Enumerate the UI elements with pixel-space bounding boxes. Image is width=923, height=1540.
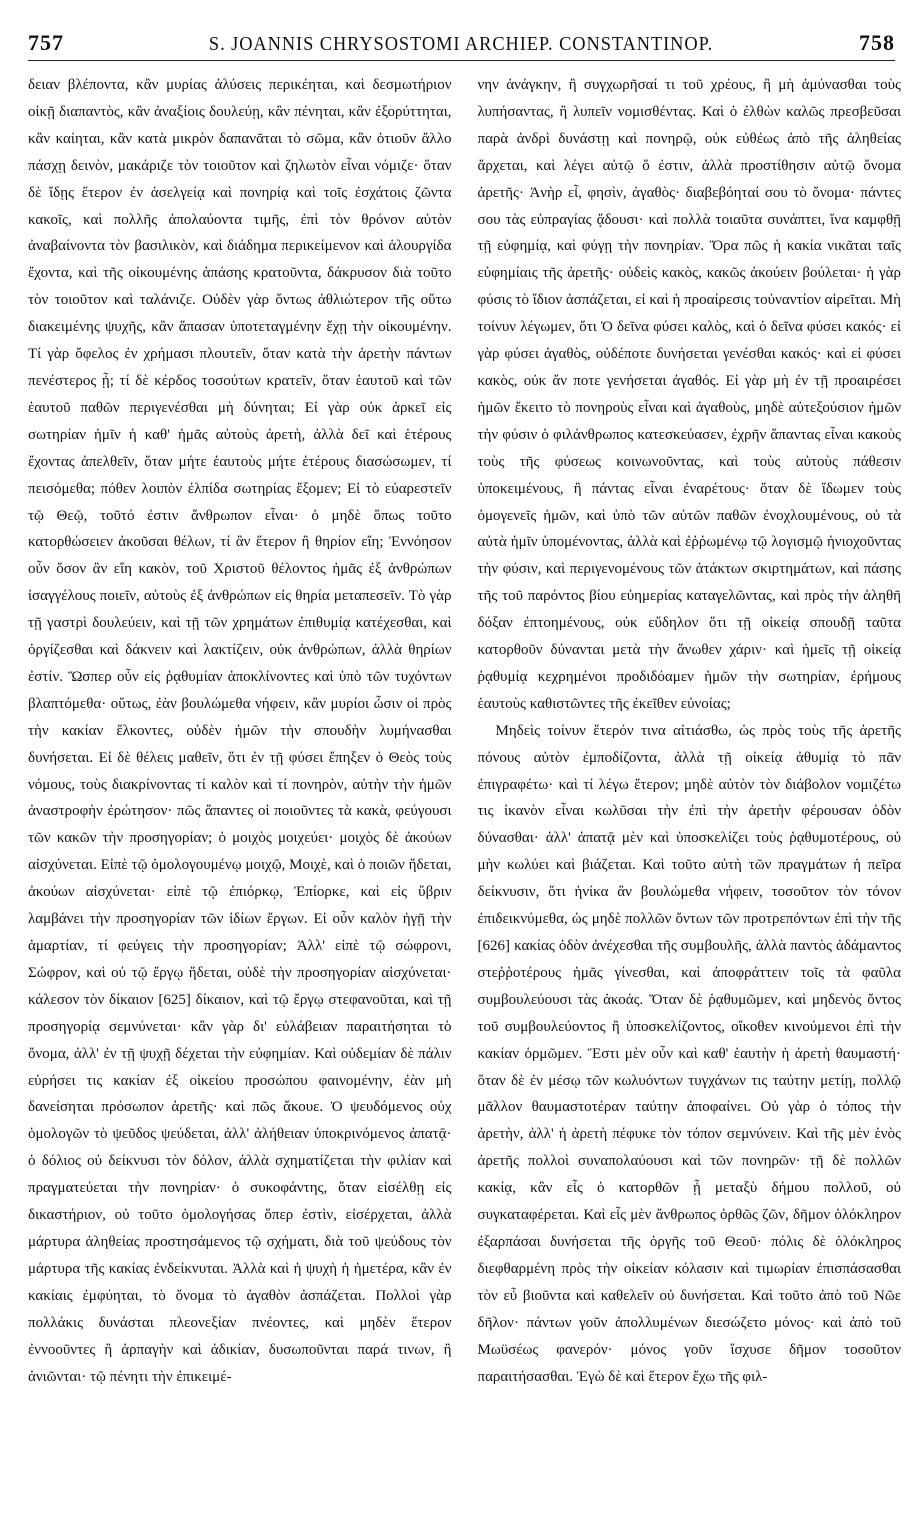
running-title: S. JOANNIS CHRYSOSTOMI ARCHIEP. CONSTANTINOP. bbox=[209, 33, 714, 55]
paragraph: Μηδεὶς τοίνυν ἕτερόν τινα αἰτιάσθω, ὡς πρὸς τοὺς τῆς ἀρετῆς πόνους αὐτὸν ἐμποδίζοντα, ἀλλὰ τῇ οἰκείᾳ ἀθυμίᾳ τὸ πᾶν ἐπιγραφέτω· καὶ τί λέγω ἕτερον; μηδὲ αὐτὸν τὸν διάβολον νομιζέτω τις ἱκανὸν εἶναι κωλῦσαι τὴν ἐπὶ τὴν ἀρετὴν φέρουσαν ὁδὸν δύνασθαι· ἀλλ' ἀπατᾷ μὲν καὶ ὑποσκελίζει τοὺς ῥᾳθυμοτέρους, οὐ μὴν κωλύει καὶ βιάζεται. Καὶ τοῦτο αὐτὴ τῶν πραγμάτων ἡ πεῖρα δείκνυσιν, ὅτι ἡνίκα ἂν βουλώμεθα νήφειν, τοσοῦτον τὸν τόνον ἐπιδεικνύμεθα, ὡς μηδὲ πολλῶν ὄντων τῶν προτρεπόντων ἐπὶ τὴν τῆς [626] κακίας ὁδὸν ἀνέχεσθαι τῆς συμβουλῆς, ἀλλὰ παντὸς ἀδάμαντος στεῤῥοτέρους ἡμᾶς γίνεσθαι, καὶ ἀποφράττειν τοῖς τὰ φαῦλα συμβουλεύουσι τὰς ἀκοάς. Ὅταν δὲ ῥᾳθυμῶμεν, καὶ μηδενὸς ὄντος τοῦ συμβουλεύοντος ἢ ὑποσκελίζοντος, οἴκοθεν κινούμενοι ἐπὶ τὴν κακίαν ὁρμῶμεν. Ἔστι μὲν οὖν καὶ καθ' ἑαυτὴν ἡ ἀρετὴ θαυμαστή· ὅταν δὲ ἐν μέσῳ τῶν κωλυόντων τυγχάνων τις ταύτην μετίῃ, πολλῷ μᾶλλον θαυμαστοτέραν ταύτην ἀποφαίνει. Οὐ γὰρ ὁ τόπος τὴν ἀρετὴν, ἀλλ' ἡ ἀρετὴ πέφυκε τὸν τόπον σεμνύνειν. Καὶ τῆς μὲν ἑνὸς ἀρετῆς πολλοὶ συναπολαύουσι καὶ τῶν πονηρῶν· τῇ δὲ πολλῶν κακίᾳ, κἂν εἷς ὁ κατορθῶν ᾖ μεταξὺ δήμου πολλοῦ, οὐ συγκαταφέρεται. Καὶ εἷς μὲν ἄνθρωπος ὀρθῶς ζῶν, δῆμον ὁλόκληρον ἐξαρπάσαι δυνήσεται τῆς ὀργῆς τοῦ Θεοῦ· πόλις δὲ ὁλόκληρος διεφθαρμένη πρὸς τὴν οἰκείαν κόλασιν καὶ τιμωρίαν ἐπισπάσασθαι τὸν εὖ βιοῦντα καὶ καθελεῖν οὐ δυνήσεται. Καὶ τοῦτο ἀπὸ τοῦ Νῶε δῆλον· πάντων γοῦν ἀπολλυμένων διεσώζετο μόνος· καὶ ἀπὸ τοῦ Μωϋσέως φανερόν· μόνος γοῦν ἴσχυσε δῆμον τοσοῦτον παραιτήσασθαι. Ἐγὼ δὲ καὶ ἕτερον ἔχω τῆς φιλ- bbox=[477, 722, 901, 1385]
paragraph: νην ἀνάγκην, ἢ συγχωρῆσαί τι τοῦ χρέους, ἢ μὴ ἀμύνασθαι τοὺς λυπήσαντας, ἢ λυπεῖν νομισθέντας. Καὶ ὁ ἐλθὼν καλῶς πρεσβεῦσαι παρὰ ἀνδρὶ δυνάστῃ καὶ πονηρῷ, οὐκ εὐθέως ἀπὸ τῆς ἀληθείας ἄρχεται, καὶ λέγει αὐτῷ ὅ ἐστιν, ἀλλὰ προστίθησιν αὐτῷ ὄνομα ἀρετῆς· Ἀνὴρ εἶ, φησὶν, ἀγαθὸς· διαβεβόηταί σου τὸ ὄνομα· πάντες σου τὰς εὐπραγίας ᾄδουσι· καὶ πολλὰ τοιαῦτα συνάπτει, ἵνα καμφθῇ τῇ εὐφημίᾳ, καὶ φύγῃ τὴν πονηρίαν. Ὅρα πῶς ἡ κακία νικᾶται ταῖς εὐφημίαις τῆς ἀρετῆς· οὐδεὶς κακὸς, κακῶς ἀκούειν βούλεται· ἡ γὰρ φύσις τὸ ἴδιον ἀσπάζεται, εἰ καὶ ἡ προαίρεσις τοὐναντίον αἱρεῖται. Μὴ τοίνυν λέγωμεν, ὅτι Ὁ δεῖνα φύσει καλὸς, καὶ ὁ δεῖνα φύσει κακός· εἰ γὰρ φύσει ἀγαθὸς, οὐδέποτε δυνήσεται γενέσθαι κακός· καὶ εἰ φύσει κακὸς, οὐκ ἄν ποτε γενήσεται ἀγαθός. Εἰ γὰρ μὴ ἐν τῇ προαιρέσει ἡμῶν ἔκειτο τὸ πονηροὺς εἶναι καὶ ἀγαθοὺς, μηδὲ αὐτεξούσιον ἡμῶν τὴν φύσιν ὁ φιλάνθρωπος κατεσκεύασεν, ἐχρῆν ἅπαντας εἶναι κακοὺς τοὺς τῆς φύσεως κοινωνοῦντας, καὶ τοὺς αὐτοὺς πάθεσιν ὑποκειμένους, ἢ πάντας εἶναι ἐναρέτους· ὅταν δὲ ἴδωμεν τοὺς ὁμογενεῖς ἡμῶν, καὶ ὑπὸ τῶν αὐτῶν παθῶν ἐνοχλουμένους, οὐ τὰ αὐτὰ ἡμῖν ὑπομένοντας, ἀλλὰ καὶ ἐῤῥωμένῳ τῷ λογισμῷ ἡνιοχοῦντας τὴν φύσιν, καὶ περιγενομένους τῶν ἀτάκτων σκιρτημάτων, καὶ πάσης τῆς τοῦ παρόντος βίου εὐημερίας καταγελῶντας, καὶ πρὸς τὴν ἀληθῆ δόξαν ἐπτοημένους, οὐκ εὔδηλον ὅτι τῇ οἰκείᾳ σπουδῇ ταῦτα κατορθοῦν δύνανται μετὰ τὴν ἄνωθεν χάριν· καὶ ἡμεῖς τῇ οἰκείᾳ ῥᾳθυμίᾳ κεχρημένοι προδιδόαμεν ἡμῶν τὴν σωτηρίαν, ἐρήμους ἑαυτοὺς καθιστῶντες τῆς ἐκεῖθεν εὐνοίας; bbox=[477, 77, 901, 712]
paragraph: δειαν βλέποντα, κἂν μυρίας ἁλύσεις περικέηται, καὶ δεσμωτήριον οἰκῇ διαπαντὸς, κἂν ἀναξίοις δουλεύῃ, κἂν πένηται, κἂν ἐξορύττηται, κἂν καίηται, κἂν κατὰ μικρὸν δαπανᾶται τὸ σῶμα, κἂν ὁτιοῦν ἄλλο πάσχῃ δεινὸν, μακάριζε τὸν τοιοῦτον καὶ ζηλωτὸν εἶναι νόμιζε· ὅταν δὲ ἴδῃς ἕτερον ἐν ἀσελγείᾳ καὶ πονηρίᾳ καὶ τοῖς ἐσχάτοις ζῶντα κακοῖς, καὶ πολλῆς ἀπολαύοντα τιμῆς, ἐπὶ τὸν θρόνον αὐτὸν ἀναβαίνοντα τὸν βασιλικὸν, καὶ διάδημα περικείμενον καὶ ἁλουργίδα ἔχοντα, καὶ τῆς οἰκουμένης ἁπάσης κρατοῦντα, δάκρυσον διὰ τοῦτο τὸν τοιοῦτον καὶ ταλάνιζε. Οὐδὲν γὰρ ὄντως ἀθλιώτερον τῆς οὕτω διακειμένης ψυχῆς, κἂν ἅπασαν ὑποτεταγμένην ἔχῃ τὴν οἰκουμένην. Τί γὰρ ὄφελος ἐν χρήμασι πλουτεῖν, ὅταν κατὰ τὴν ἀρετὴν πάντων πενέστερος ᾖ; τί δὲ κέρδος τοσούτων κρατεῖν, ὅταν ἑαυτοῦ καὶ τῶν ἑαυτοῦ παθῶν περιγενέσθαι μὴ δύνηται; Εἰ γὰρ οὐκ ἀρκεῖ εἰς σωτηρίαν ἡμῖν ἡ καθ' ἡμᾶς αὐτοὺς ἀρετὴ, ἀλλὰ δεῖ καὶ ἑτέρους ἔχοντας ἀπελθεῖν, ὅταν μήτε ἑαυτοὺς μήτε ἑτέρους διασώσωμεν, τί πεισόμεθα; πόθεν λοιπὸν ἐλπίδα σωτηρίας ἕξομεν; Εἰ τὸ εὐαρεστεῖν τῷ Θεῷ, τοῦτό ἐστιν ἄνθρωπον εἶναι· ὁ μηδὲ ὅπως τοῦτο κατορθώσειεν ἀκοῦσαι θέλων, τί ἂν ἕτερον ἢ θηρίον εἴη; Ἐννόησον οὖν ὅσον ἂν εἴη κακὸν, τοῦ Χριστοῦ θέλοντος ἡμᾶς ἐξ ἀνθρώπων ἰσαγγέλους ποιεῖν, αὐτοὺς ἐξ ἀνθρώπων εἰς θηρία μεταπεσεῖν. Τὸ γὰρ τῇ γαστρὶ δουλεύειν, καὶ τῇ τῶν χρημάτων ἐπιθυμίᾳ κατέχεσθαι, καὶ ὀργίζεσθαι καὶ δάκνειν καὶ λακτίζειν, οὐκ ἀνθρώπων, ἀλλὰ θηρίων ἐστίν. Ὥσπερ οὖν εἰς ῥᾳθυμίαν ἀποκλίνοντες καὶ ὑπὸ τῶν τυχόντων βλαπτόμεθα· οὕτως, ἐὰν βουλώμεθα νήφειν, κἂν μυρίοι ὦσιν οἱ πρὸς τὴν κακίαν ἕλκοντες, οὐδὲν ἡμῶν τὴν σπουδὴν λυμήνασθαι δυνήσεται. Εἰ δὲ θέλεις μαθεῖν, ὅτι ἐν τῇ φύσει ἔπηξεν ὁ Θεὸς τοὺς νόμους, τοὺς διακρίνοντας τί καλὸν καὶ τί πονηρὸν, αὐτὴν τὴν ἡμῶν ἀναστροφὴν ἐρώτησον· πῶς ἅπαντες οἱ ποιοῦντες τὰ κακὰ, φεύγουσι τῶν κακῶν τὴν προσηγορίαν; ὁ μοιχὸς μοιχεύει· μοιχὸς δὲ ἀκούων αἰσχύνεται. Εἰπὲ τῷ ὁμολογουμένῳ μοιχῷ, Μοιχὲ, καὶ ὁ ποιῶν ἥδεται, ἀκούων αἰσχύνεται· εἰπὲ τῷ ἐπιόρκῳ, Ἐπίορκε, καὶ εἰς ὕβριν λαμβάνει τὴν προσηγορίαν τῶν ἰδίων ἔργων. Εἰ οὖν καλὸν ἡγῇ τὴν ἁμαρτίαν, τί φεύγεις τὴν προσηγορίαν; Ἀλλ' εἰπὲ τῷ σώφρονι, Σώφρον, καὶ οὐ τῷ ἔργῳ ἥδεται, οὐδὲ τὴν προσηγορίαν αἰσχύνεται· κάλεσον τὸν δίκαιον [625] δίκαιον, καὶ τῷ ἔργῳ στεφανοῦται, καὶ τῇ προσηγορίᾳ σεμνύνεται· κἂν γὰρ δι' εὐλάβειαν παραιτήσηται τὸ ὄνομα, ἀλλ' ἐν τῇ ψυχῇ δέχεται τὴν εὐφημίαν. Καὶ οὐδεμίαν δὲ πάλιν εὑρήσει τις κακίαν ἐξ οἰκείου προσώπου φαινομένην, ἐὰν μὴ δανείσηται πρόσωπον ἀρετῆς· καὶ πῶς ἄκουε. Ὁ ψευδόμενος οὐχ ὁμολογῶν τὸ ψεῦδος ψεύδεται, ἀλλ' ἀλήθειαν ὑποκρινόμενος ἀπατᾷ· ὁ δόλιος οὐ δείκνυσι τὸν δόλον, ἀλλὰ σχηματίζεται τὴν φιλίαν καὶ πραγματεύεται τὴν πονηρίαν· ὁ συκοφάντης, ὅταν εἰσέλθῃ εἰς δικαστήριον, οὐ τοῦτο ὁμολογήσας ὅπερ ἐστὶν, εἰσέρχεται, ἀλλὰ μάρτυρα ἀληθείας προστησάμενος τῷ σχήματι, διὰ τοῦ ψεύδους τὸν μάρτυρα τῆς κακίας ἐνδείκνυται. Ἀλλὰ καὶ ἡ ψυχὴ ἡ ἡμετέρα, κἂν ἐν κακίαις ἐμφύηται, τὸ ὄνομα τὸ ἀγαθὸν ἀσπάζεται. Πολλοὶ γὰρ πολλάκις δυνάσται πλεονεξίαν πνέοντες, καὶ μηδὲν ἕτερον ἐννοοῦντες ἢ ἁρπαγὴν καὶ ἀδικίαν, δυσωποῦνται παρά τινων, ἢ ἀνιῶνται· τῷ πένητι τὴν ἐπικειμέ- bbox=[28, 77, 452, 1385]
right-column bbox=[478, 72, 902, 1514]
text-columns bbox=[28, 72, 901, 1514]
page-number-left: 757 bbox=[28, 30, 64, 55]
left-column bbox=[28, 72, 452, 1514]
page-number-right: 758 bbox=[859, 30, 895, 55]
running-header bbox=[28, 30, 895, 61]
